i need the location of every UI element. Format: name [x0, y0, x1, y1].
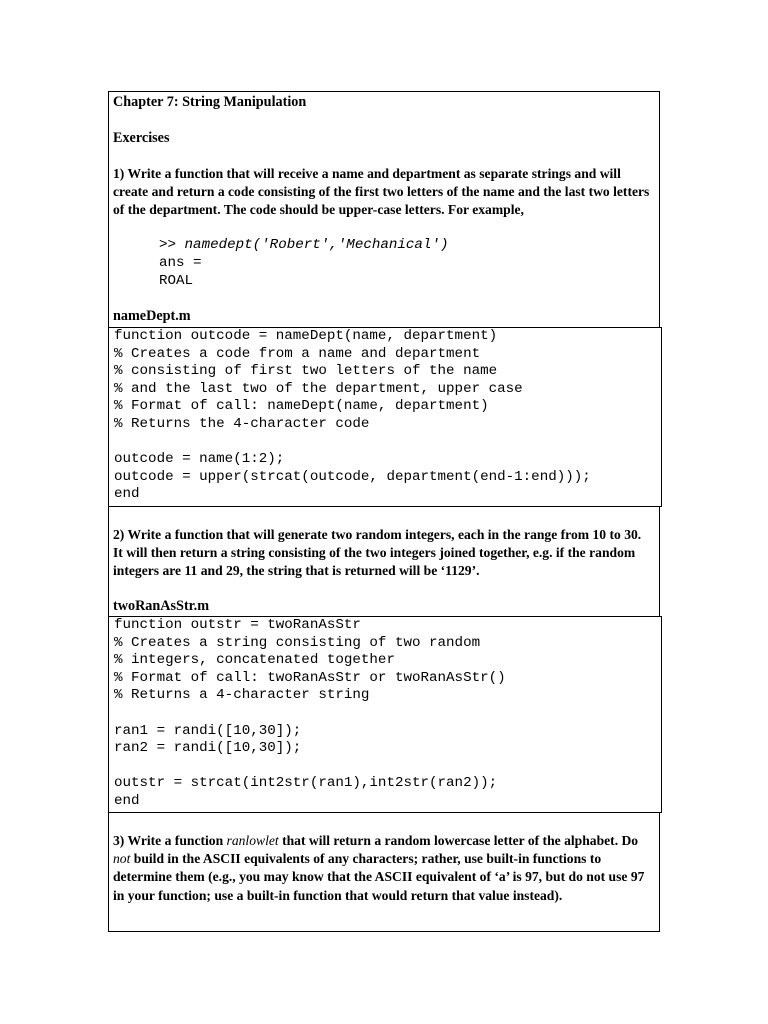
- code-line: end: [114, 486, 140, 503]
- exercise-number: 3): [113, 833, 125, 848]
- function-name: ranlowlet: [226, 833, 279, 848]
- code-block-2: [108, 616, 662, 813]
- code-line: % Format of call: nameDept(name, department): [114, 398, 489, 415]
- code-line: % and the last two of the department, upper case: [114, 380, 523, 397]
- code-line: end: [114, 793, 140, 809]
- document-page: [108, 91, 660, 932]
- example-command: >> namedept('Robert','Mechanical'): [159, 237, 449, 253]
- code-line: % Format of call: twoRanAsStr or twoRanAsStr(): [114, 669, 506, 686]
- code-line: function outstr = twoRanAsStr: [114, 617, 361, 633]
- exercise-2-text: [113, 526, 653, 581]
- exercise-1-text: [113, 165, 653, 220]
- filename-1: nameDept.m: [113, 308, 191, 324]
- code-line: % Creates a string consisting of two random: [114, 634, 481, 651]
- emphasis-not: not: [113, 851, 131, 867]
- code-line: % integers, concatenated together: [114, 652, 395, 669]
- code-line: outcode = upper(strcat(outcode, department(end-1:end)));: [114, 468, 591, 485]
- code-line: % consisting of first two letters of the name: [114, 363, 498, 380]
- exercise-description: Write a function that will receive a name and department as separate strings and will create and return a code consisting of the first two letters of the name and the last two letters of the department. The code should be upper-case letters. For example,: [113, 166, 650, 218]
- chapter-title: Chapter 7: String Manipulation: [113, 94, 307, 110]
- code-line: % Creates a code from a name and department: [114, 345, 481, 362]
- exercise-number: 2): [113, 527, 125, 542]
- example-result: ROAL: [159, 273, 194, 289]
- exercise-description: Write a function that will generate two random integers, each in the range from 10 to 30. It will then return a string consisting of the two integers joined together, e.g. if the random integers are 11 and 29, the string that is returned will be ‘1129’.: [113, 527, 642, 579]
- code-line: function outcode = nameDept(name, department): [114, 328, 498, 344]
- exercise-3-text: [113, 832, 653, 905]
- exercise-description-part: Write a function: [127, 833, 227, 848]
- code-line: outcode = name(1:2);: [114, 451, 285, 468]
- code-line: outstr = strcat(int2str(ran1),int2str(ran2));: [114, 775, 498, 792]
- code-line: ran2 = randi([10,30]);: [114, 740, 302, 757]
- code-line: ran1 = randi([10,30]);: [114, 722, 302, 739]
- filename-2: twoRanAsStr.m: [113, 598, 210, 614]
- code-line: % Returns the 4-character code: [114, 416, 370, 432]
- example-ans: ans =: [159, 255, 202, 271]
- exercise-description-part: build in the ASCII equivalents of any characters; rather, use built-in functions to determine them (e.g., you may know that the ASCII equivalent of ‘a’ is 97, but do not use 97 in your function; use a built-in function that would return that value instead).: [113, 851, 645, 903]
- code-line: % Returns a 4-character string: [114, 687, 370, 704]
- exercise-description-part: that will return a random lowercase letter of the alphabet. Do: [278, 833, 639, 848]
- exercise-number: 1): [113, 166, 125, 181]
- code-block-1: [108, 327, 662, 507]
- exercises-heading: Exercises: [113, 130, 170, 146]
